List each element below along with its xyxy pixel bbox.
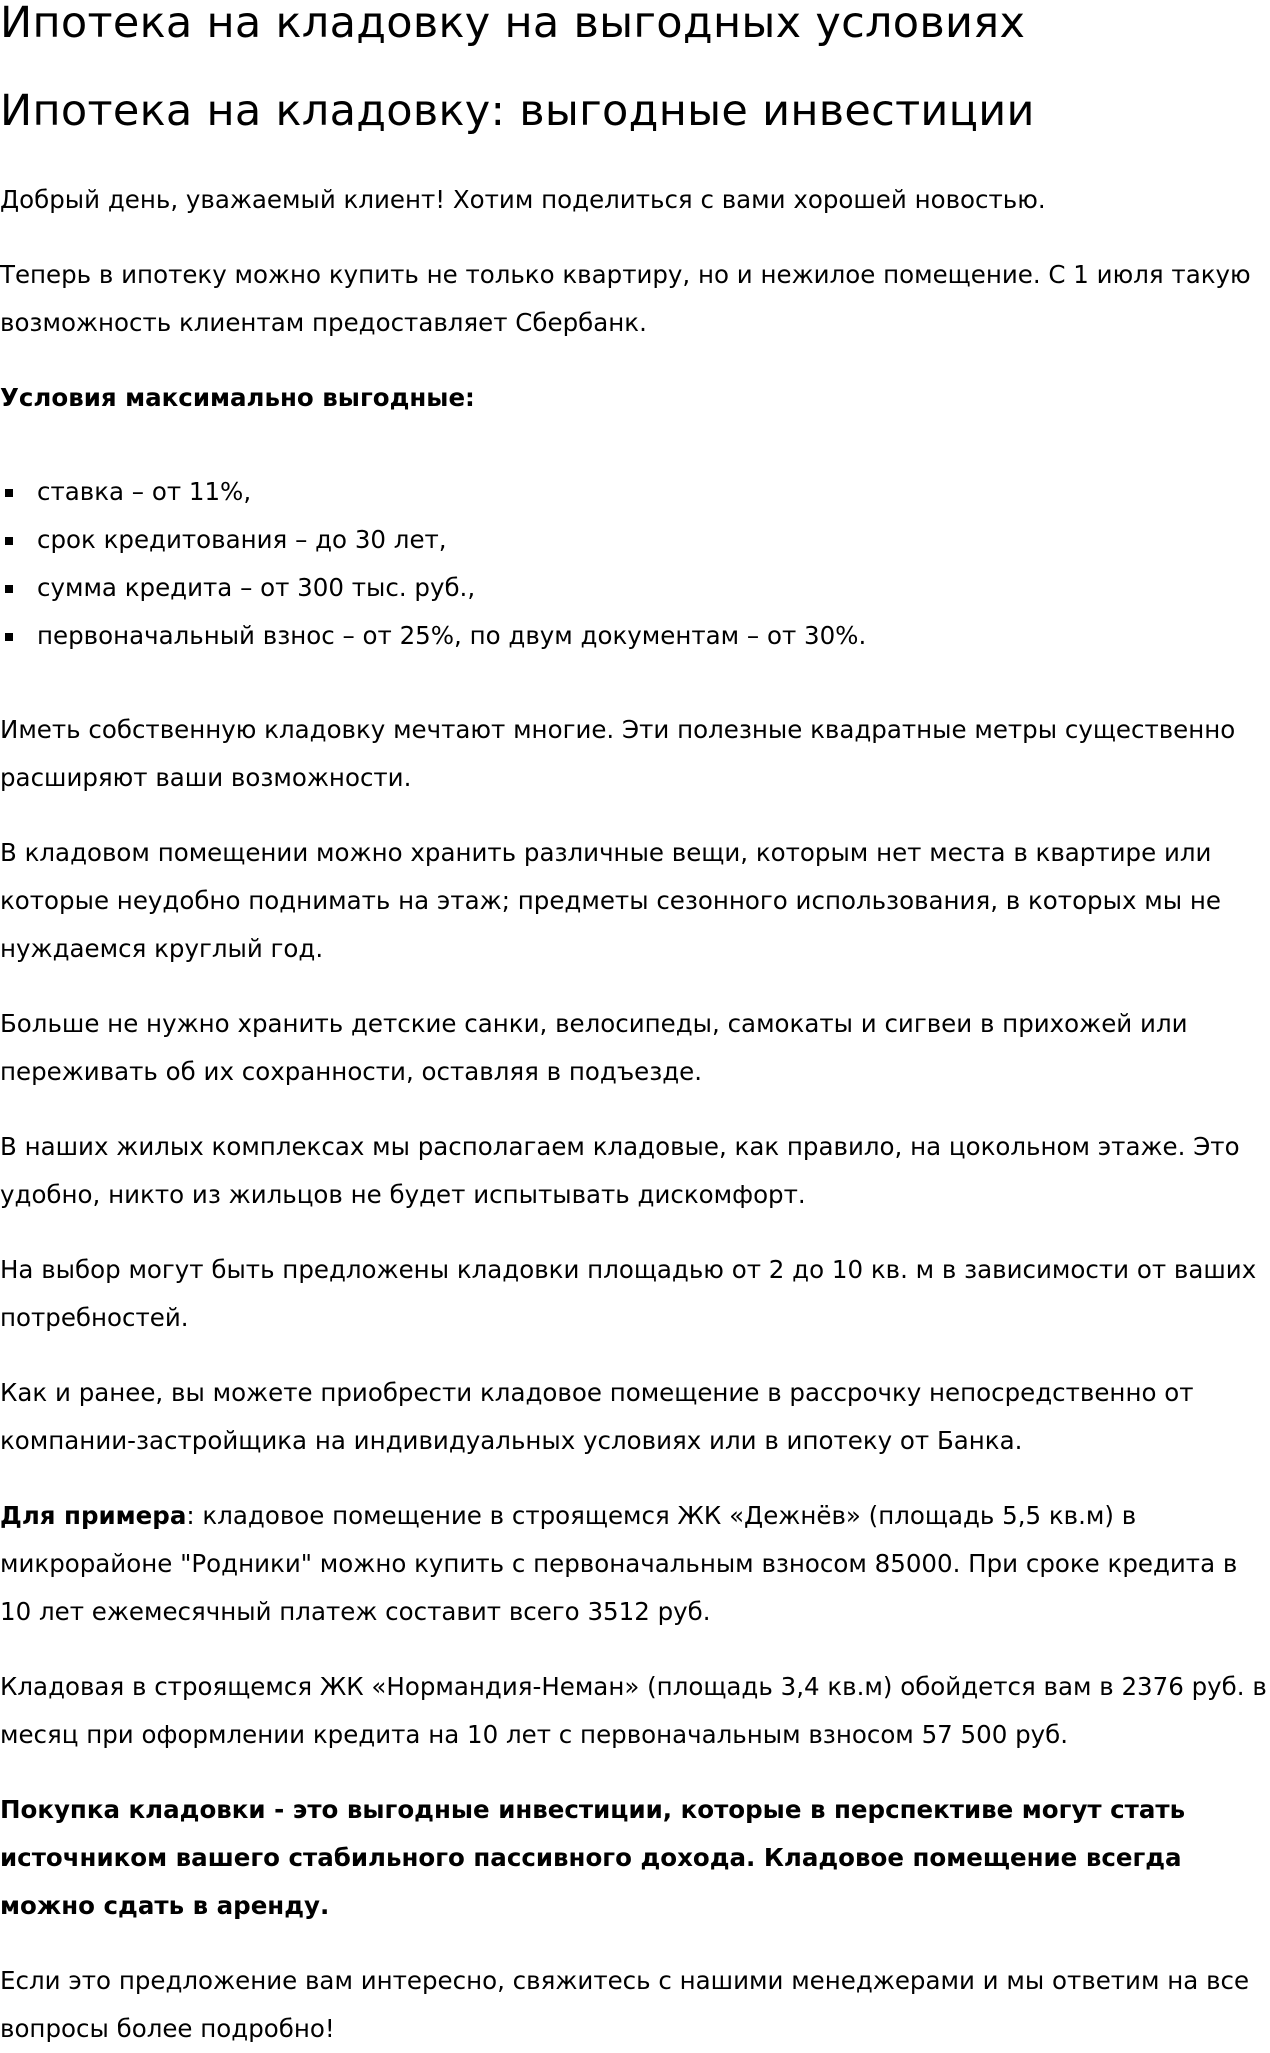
paragraph-example: [0, 1492, 1270, 1636]
list-item: [0, 516, 1270, 564]
list-item-text: ставка – от 11%,: [37, 477, 252, 506]
conditions-heading-text: Условия максимально выгодные:: [0, 383, 475, 412]
article-title: Ипотека на кладовку: выгодные инвестиции: [0, 86, 1035, 136]
paragraph-storage-use: В кладовом помещении можно хранить различные вещи, которым нет места в квартире или которые неудобно поднимать на этаж; предметы сезонного использования, в которых мы не нуждаемся круглый год.: [0, 838, 1221, 963]
paragraph-second-example: Кладовая в строящемся ЖК «Нормандия-Неман» (площадь 3,4 кв.м) обойдется вам в 2376 руб. в месяц при оформлении кредита на 10 лет с первоначальным взносом 57 500 руб.: [0, 1672, 1267, 1749]
example-label: Для примера: [0, 1501, 187, 1530]
paragraph-location: В наших жилых комплексах мы располагаем кладовые, как правило, на цокольном этаже. Это удобно, никто из жильцов не будет испытывать дискомфорт.: [0, 1132, 1240, 1209]
example-text: : кладовое помещение в строящемся ЖК «Дежнёв» (площадь 5,5 кв.м) в микрорайоне "Родники" можно купить с первоначальным взносом 85000. При сроке кредита в 10 лет ежемесячный платеж составит всего 3512 руб.: [0, 1501, 1238, 1626]
investment-note: [0, 1786, 1270, 1930]
paragraph-installment: Как и ранее, вы можете приобрести кладовое помещение в рассрочку непосредственно от компании-застройщика на индивидуальных условиях или в ипотеку от Банка.: [0, 1378, 1194, 1455]
conditions-heading: [0, 374, 1270, 422]
conditions-list: [0, 468, 1270, 660]
list-item-text: срок кредитования – до 30 лет,: [37, 525, 447, 554]
list-item-text: первоначальный взнос – от 25%, по двум документам – от 30%.: [37, 621, 867, 650]
list-item-text: сумма кредита – от 300 тыс. руб.,: [37, 573, 476, 602]
paragraph-area: На выбор могут быть предложены кладовки площадью от 2 до 10 кв. м в зависимости от ваших потребностей.: [0, 1255, 1257, 1332]
bullet-icon: [5, 537, 13, 545]
paragraph-storage-dream: Иметь собственную кладовку мечтают многие. Эти полезные квадратные метры существенно расширяют ваши возможности.: [0, 715, 1236, 792]
investment-note-text: Покупка кладовки - это выгодные инвестиции, которые в перспективе могут стать источником вашего стабильного пассивного дохода. Кладовое помещение всегда можно сдать в аренду.: [0, 1795, 1186, 1920]
bullet-icon: [5, 489, 13, 497]
bullet-icon: [5, 585, 13, 593]
list-item: [0, 564, 1270, 612]
page-title: Ипотека на кладовку на выгодных условиях: [0, 0, 1026, 48]
intro-paragraph: Теперь в ипотеку можно купить не только квартиру, но и нежилое помещение. С 1 июля такую возможность клиентам предоставляет Сбербанк.: [0, 260, 1251, 337]
bullet-icon: [5, 633, 13, 641]
paragraph-kids-items: Больше не нужно хранить детские санки, велосипеды, самокаты и сигвеи в прихожей или переживать об их сохранности, оставляя в подъезде.: [0, 1009, 1188, 1086]
greeting-paragraph: Добрый день, уважаемый клиент! Хотим поделиться с вами хорошей новостью.: [0, 185, 1046, 214]
closing-paragraph: Если это предложение вам интересно, свяжитесь с нашими менеджерами и мы ответим на все вопросы более подробно!: [0, 1966, 1250, 2043]
list-item: [0, 612, 1270, 660]
list-item: [0, 468, 1270, 516]
